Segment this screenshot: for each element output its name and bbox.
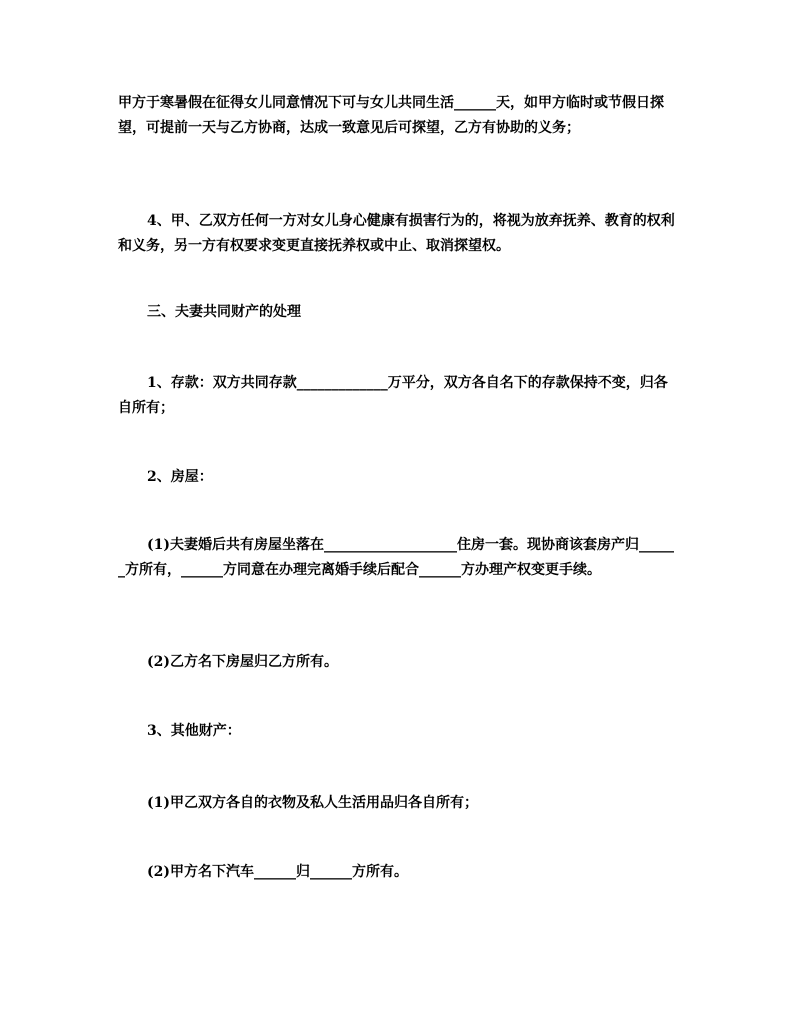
paragraph-clause-4: 4、甲、乙双方任何一方对女儿身心健康有损害行为的，将视为放弃抚养、教育的权利和义务，另一方有权要求变更直接抚养权或中止、取消探望权。 bbox=[118, 213, 675, 254]
paragraph-housing-heading: 2、房屋： bbox=[147, 469, 213, 485]
paragraph-house-1: (1)夫妻婚后共有房屋坐落在___________________住房一套。现协商该套房产归______方所有，______方同意在办理完离婚手续后配合______方办理产权变更手续。 bbox=[118, 537, 674, 578]
paragraph-visitation-holidays: 甲方于寒暑假在征得女儿同意情况下可与女儿共同生活______天，如甲方临时或节假日探望，可提前一天与乙方协商，达成一致意见后可探望，乙方有协助的义务； bbox=[118, 95, 664, 136]
paragraph-other-property-heading: 3、其他财产： bbox=[147, 723, 241, 739]
paragraph-other-property-1: (1)甲乙双方各自的衣物及私人生活用品归各自所有； bbox=[147, 795, 478, 811]
paragraph-house-2: (2)乙方名下房屋归乙方所有。 bbox=[147, 654, 338, 670]
section-heading-joint-property: 三、夫妻共同财产的处理 bbox=[147, 304, 301, 320]
paragraph-other-property-2: (2)甲方名下汽车______归______方所有。 bbox=[147, 864, 408, 880]
paragraph-deposits: 1、存款：双方共同存款_____________万平分，双方各自名下的存款保持不变，归各自所有； bbox=[118, 375, 668, 416]
